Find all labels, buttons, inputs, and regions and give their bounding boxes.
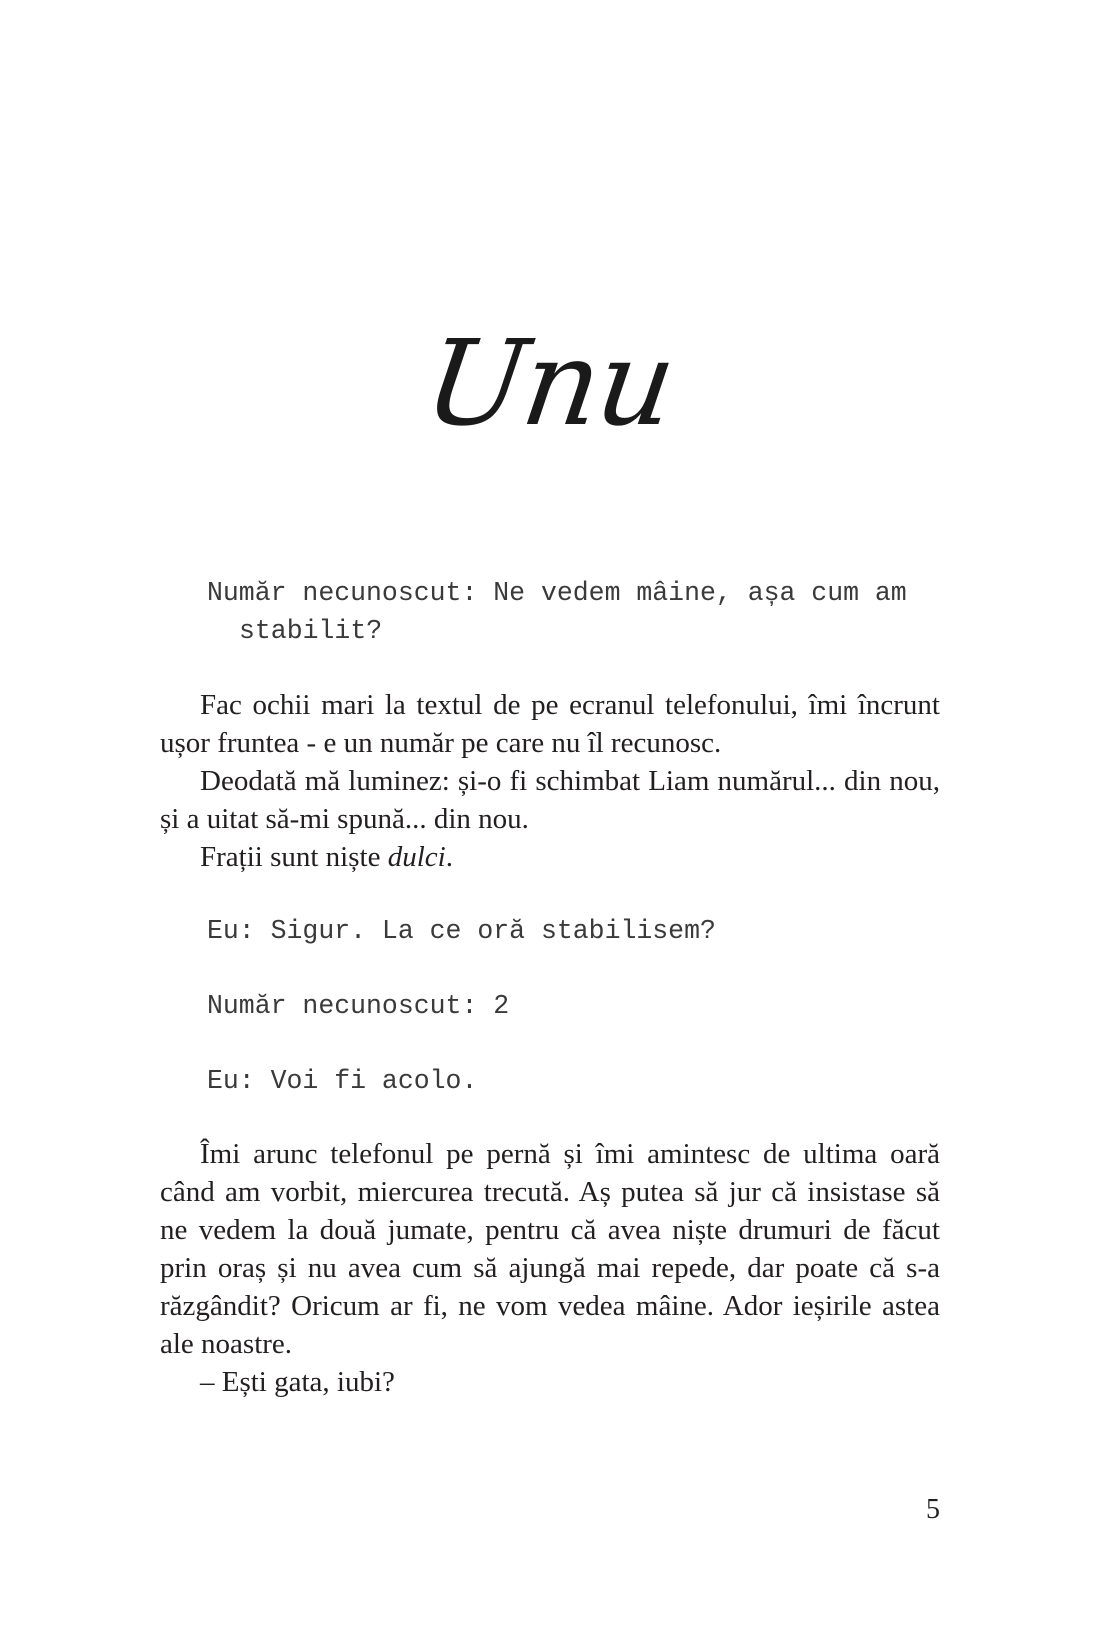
paragraph-text: . [445, 841, 453, 873]
paragraph-group-1 [160, 686, 940, 876]
paragraph [160, 838, 940, 876]
text-message-me-2: Eu: Voi fi acolo. [207, 1066, 478, 1096]
paragraph-text: Frații sunt niște [200, 841, 388, 873]
text-message-unknown-number-2: Număr necunoscut: 2 [207, 991, 510, 1021]
paragraph: Fac ochii mari la textul de pe ecranul telefonului, îmi încrunt ușor fruntea - e un număr pe care nu îl recunosc. [160, 689, 940, 759]
italic-emphasis: dulci [387, 841, 446, 873]
paragraph: Deodată mă luminez: și-o fi schimbat Liam numărul... din nou, și a uitat să-mi spună... din nou. [160, 765, 940, 835]
text-message-unknown-number-1: Număr necunoscut: Ne vedem mâine, așa cum am stabilit? [207, 578, 907, 646]
text-message-me-1: Eu: Sigur. La ce oră stabilisem? [207, 916, 716, 946]
paragraph: Îmi arunc telefonul pe pernă și îmi amintesc de ultima oară când am vorbit, miercurea trecută. Aș putea să jur că insistase să ne vedem la două jumate, pentru că avea niște drumuri de făcut prin oraș și nu avea cum să ajungă mai repede, dar poate că s-a răzgândit? Oricum ar fi, ne vom vedea mâine. Ador ieșirile astea ale noastre. [160, 1138, 940, 1360]
paragraph-group-2 [160, 1135, 940, 1401]
page-number: 5 [926, 1494, 940, 1525]
dialogue-line: – Ești gata, iubi? [200, 1366, 395, 1398]
chapter-title: Unu [417, 314, 682, 452]
